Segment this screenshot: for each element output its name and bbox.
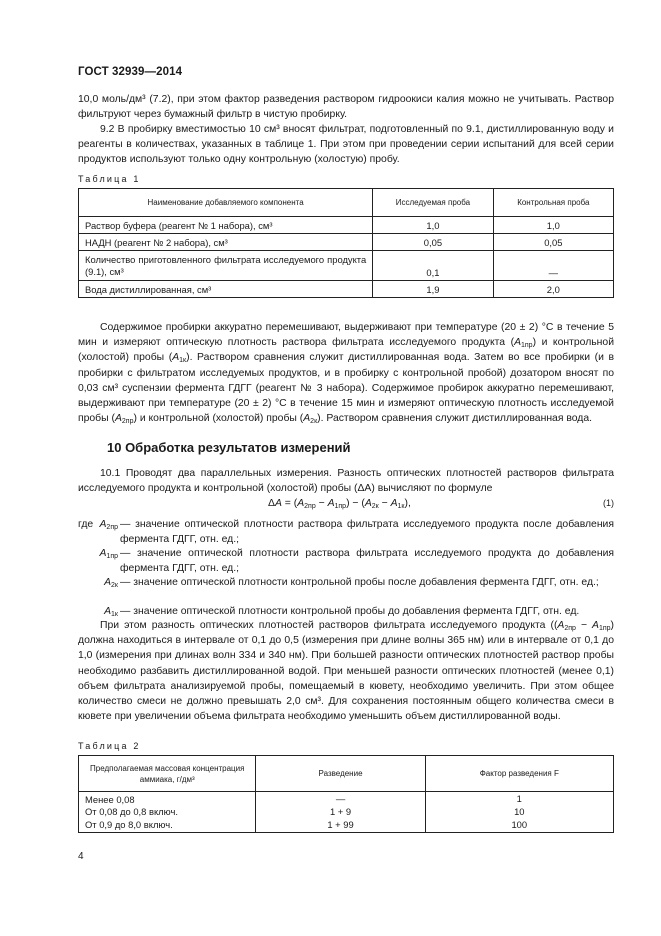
table-cell: 0,05 — [493, 234, 613, 251]
table-row — [79, 217, 614, 234]
table1-caption: Таблица 1 — [78, 174, 141, 184]
table-row — [79, 792, 614, 806]
symbol-a2k: $A_{2к}$ — [104, 577, 118, 589]
table2-caption: Таблица 2 — [78, 741, 141, 751]
table-cell: — — [256, 792, 425, 806]
paragraph-9-2: 9.2 В пробирку вместимостью 10 см³ вносят фильтрат, подготовленный по 9.1, дистиллированную воду и реагенты в количествах, указанных в таблице 1. При этом при проведении серии испытаний для всей серии продуктов используют только одну контрольную (холостую) пробу. — [78, 124, 614, 166]
paragraph-range: При этом разность оптических плотностей растворов фильтрата исследуемого продукта ($(A_{2пр} - A_{1пр})$ должна находиться в интервале от 0,1 до 0,5 (измерения при длине волны 365 нм) или в интервале от 0,1 до 1,0 (измерения при длинах волн 334 и 340 нм). При большей разности оптических плотностей раствор пробы необходимо разбавить дистиллированной водой. При меньшей разности оптических плотностей (менее 0,1) объем фильтрата анализируемой пробы, помещаемый в кювету, необходимо увеличить. При этом общее количество смеси не должно превышать 2,0 см³. Для сохранения постоянным общего количества смеси в кювете при увеличении объема фильтрата необходимо уменьшить объем дистиллированной воды. — [78, 620, 615, 723]
table-cell: 10 — [425, 805, 613, 817]
table-cell: 1,9 — [373, 281, 493, 298]
table2 — [78, 755, 614, 833]
table-cell: НАДН (реагент № 2 набора), см³ — [79, 234, 373, 251]
legend-desc: — значение оптической плотности раствора фильтрата исследуемого продукта после добавления фермента ГДГГ, отн. ед.; — [120, 519, 614, 545]
table-cell: 0,1 — [373, 251, 493, 281]
table-cell: 0,05 — [373, 234, 493, 251]
formula-expression: $\Delta A = (A_{2пр} - A_{1пр}) - (A_{2к} - A_{1к})$, — [268, 498, 411, 510]
paragraph-10-1: 10.1 Проводят два параллельных измерения. Разность оптических плотностей растворов фильтрата исследуемого продукта и контрольной (холостой) пробы (ΔА) вычисляют по формуле — [78, 468, 614, 495]
table-cell: От 0,08 до 0,8 включ. — [79, 805, 256, 817]
table1 — [78, 188, 614, 298]
table-cell: Количество приготовленного фильтрата исследуемого продукта (9.1), см³ — [79, 251, 373, 281]
table-row — [79, 281, 614, 298]
symbol-a1pr: $A_{1пр}$ — [99, 548, 118, 560]
table1-header-component: Наименование добавляемого компонента — [79, 189, 373, 217]
table-cell: 1 — [425, 792, 613, 806]
table-cell: Раствор буфера (реагент № 1 набора), см³ — [79, 217, 373, 234]
table2-header-concentration: Предполагаемая массовая концентрация аммиака, г/дм³ — [79, 756, 256, 792]
table-cell: 1,0 — [493, 217, 613, 234]
symbol-a2pr: $A_{2пр}$ — [99, 519, 118, 531]
legend-desc: — значение оптической плотности контрольной пробы до добавления фермента ГДГГ, отн. ед. — [120, 606, 580, 617]
table-cell: — — [493, 251, 613, 281]
table1-header-control: Контрольная проба — [493, 189, 613, 217]
legend-desc: — значение оптической плотности раствора фильтрата исследуемого продукта до добавления фермента ГДГГ, отн. ед.; — [120, 548, 614, 574]
table-row — [79, 805, 614, 817]
formula-1 — [78, 498, 614, 514]
formula-number: (1) — [603, 498, 614, 508]
table-cell: 1 + 99 — [256, 817, 425, 832]
where-prefix: где — [78, 519, 94, 530]
table-cell: 2,0 — [493, 281, 613, 298]
formula-legend — [78, 518, 614, 618]
table-cell: Вода дистиллированная, см³ — [79, 281, 373, 298]
table-cell: От 0,9 до 8,0 включ. — [79, 817, 256, 832]
table2-header-factor: Фактор разведения F — [425, 756, 613, 792]
paragraph-continuation: 10,0 моль/дм³ (7.2), при этом фактор разведения раствором гидроокиси калия можно не учитывать. Раствор фильтруют через бумажный фильтр в чистую пробирку. — [78, 94, 614, 121]
table-cell: 1 + 9 — [256, 805, 425, 817]
table-row — [79, 234, 614, 251]
table-cell: 1,0 — [373, 217, 493, 234]
symbol-a1k: $A_{1к}$ — [104, 606, 118, 618]
page-number: 4 — [78, 851, 84, 862]
table1-header-sample: Исследуемая проба — [373, 189, 493, 217]
legend-desc: — значение оптической плотности контрольной пробы после добавления фермента ГДГГ, отн. ед.; — [120, 577, 599, 588]
table-cell: 100 — [425, 817, 613, 832]
table2-header-dilution: Разведение — [256, 756, 425, 792]
table-cell: Менее 0,08 — [79, 792, 256, 806]
document-header: ГОСТ 32939—2014 — [78, 66, 183, 78]
table-row — [79, 251, 614, 281]
table-row — [79, 817, 614, 832]
paragraph-mixing: Содержимое пробирки аккуратно перемешивают, выдерживают при температуре (20 ± 2) °С в течение 5 мин и измеряют оптическую плотность раствора фильтрата исследуемого продукта $(A_{1пр})$ и контрольной (холостой) пробы $(A_{1к})$. Раствором сравнения служит дистиллированная вода. Затем во все пробирки (и в пробирки с фильтратом исследуемых продуктов, и в пробирку с контрольной пробой) дозатором вносят по 0,03 см³ суспензии фермента ГДГГ (реагент № 3 набора). Содержимое пробирок аккуратно перемешивают, выдерживают при температуре (20 ± 2) °С в течение 15 мин и измеряют оптическую плотность исследуемой пробы $(A_{2пр})$ и контрольной (холостой) пробы $(A_{2к})$. Раствором сравнения служит дистиллированная вода. — [78, 322, 615, 426]
section-title: 10 Обработка результатов измерений — [107, 440, 351, 455]
